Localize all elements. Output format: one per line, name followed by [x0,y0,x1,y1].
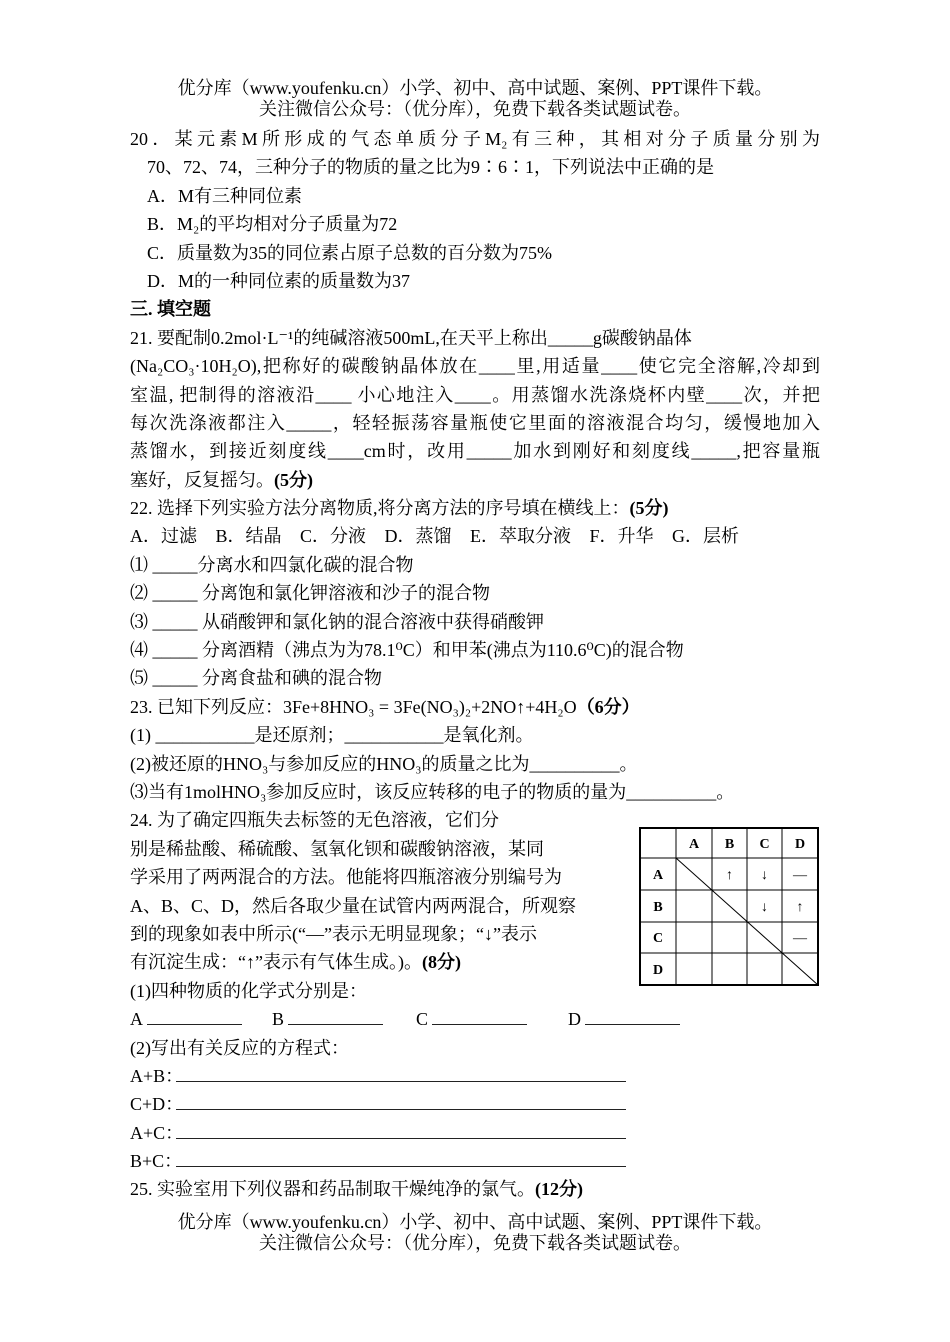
q24-equation-3 [130,1119,820,1147]
header-line-2: 关注微信公众号：（优分库），免费下载各类试题试卷。 [259,98,691,119]
equation-label: C+D： [130,1094,184,1115]
equation-blank [176,1067,626,1082]
q24-equation-1 [130,1062,820,1090]
equation-blank [176,1095,626,1110]
equation-label: A+C： [130,1122,184,1143]
q22-score: (5分) [629,498,669,519]
q24-line-4: A、B、C、D，然后各取少量在试管内两两混合，所观察 [130,895,577,916]
q24-part-2: (2)写出有关反应的方程式： [130,1037,349,1058]
answer-label: A [130,1009,143,1030]
equation-blank [176,1124,626,1139]
q24-line-1: 24. 为了确定四瓶失去标签的无色溶液，它们分 [130,810,499,831]
header-line-1: 优分库（www.youfenku.cn）小学、初中、高中试题、案例、PPT课件下载。 [177,78,773,98]
q23-title: 23. 已知下列反应：3Fe+8HNO₃ = 3Fe(NO₃)₂+2NO↑+4H₂O [130,696,577,717]
q20-option-d: D．M的一种同位素的质量数为37 [147,270,411,291]
q22-item-4: ⑷ _____ 分离酒精（沸点为为78.1⁰C）和甲苯(沸点为110.6⁰C)的混合物 [130,640,684,661]
q21-line-3: 室温, 把制得的溶液沿____ 小心地注入____。用蒸馏水洗涤烧杯内壁____次，并把 [130,384,820,405]
q24-answer-b [272,1005,383,1033]
table-col-header-b: B [724,837,735,852]
table-cell-b-c: ↓ [761,900,768,915]
exam-content [130,125,820,1204]
q24-answer-c [416,1005,527,1033]
answer-blank [585,1010,680,1025]
q24-line-3: 学采用了两两混合的方法。他能将四瓶溶液分别编号为 [130,867,562,888]
answer-label: D [568,1009,581,1030]
q23-item-1: (1) ___________是还原剂；___________是氧化剂。 [130,725,534,746]
table-col-header-c: C [759,837,770,852]
table-row-label-c: C [652,931,664,946]
table-row-label-d: D [652,963,664,978]
footer-line-2: 关注微信公众号：（优分库），免费下载各类试题试卷。 [259,1232,691,1253]
q25-line [130,1175,820,1203]
equation-label: B+C： [130,1151,183,1172]
table-cell-a-b: ↑ [726,868,733,883]
q24-answer-d [568,1005,680,1033]
q20-option-b: B．M₂的平均相对分子质量为72 [147,214,398,235]
q21-line-4: 每次洗涤液都注入_____，轻轻振荡容量瓶使它里面的溶液混合均匀，缓慢地加入 [130,412,820,433]
q22-item-1: ⑴ _____分离水和四氯化碳的混合物 [130,554,414,575]
q24-equation-2 [130,1090,820,1118]
table-cell-b-d: ↑ [796,900,804,915]
q24-equation-4 [130,1147,820,1175]
q25-text: 25. 实验室用下列仪器和药品制取干燥纯净的氯气。 [130,1179,535,1200]
q23-title-line [130,693,820,721]
answer-label: C [416,1009,429,1030]
q21-line-5: 蒸馏水，到接近刻度线____cm时，改用_____加水到刚好和刻度线_____,把容量瓶 [130,441,820,462]
q20-stem-line-2: 70、72、74，三种分子的物质的量之比为9∶6∶1，下列说法中正确的是 [147,157,714,178]
answer-blank [432,1010,527,1025]
q20-stem-line-1: 20．某元素M所形成的气态单质分子M₂有三种，其相对分子质量分别为 [130,129,820,149]
q25-score: (12分) [535,1179,583,1200]
equation-label: A+B： [130,1065,184,1086]
q23-item-2: (2)被还原的HNO₃与参加反应的HNO₃的质量之比为__________。 [130,753,638,774]
q21-line-1: 21. 要配制0.2mol·L⁻¹的纯碱溶液500mL,在天平上称出_____g碳酸钠晶体 [130,327,692,348]
q22-methods: A．过滤 B．结晶 C．分液 D．蒸馏 E．萃取分液 F．升华 G．层析 [130,526,740,547]
footer-line-1: 优分库（www.youfenku.cn）小学、初中、高中试题、案例、PPT课件下载。 [177,1212,773,1232]
table-cell-a-c: ↓ [761,868,768,883]
answer-label: B [272,1009,285,1030]
q24-answer-row [130,1005,820,1033]
table-cell-c-d: — [793,931,807,946]
observation-table [639,827,819,987]
q23-score: （6分） [576,696,640,717]
table-row-label-a: A [652,868,664,883]
q24-line-5: 到的现象如表中所示(“—”表示无明显现象；“↓”表示 [130,923,537,944]
answer-blank [288,1010,383,1025]
q24-score: (8分) [421,952,461,973]
q22-item-3: ⑶ _____ 从硝酸钾和氯化钠的混合溶液中获得硝酸钾 [130,611,544,632]
equation-blank [176,1152,626,1167]
q24-part-1: (1)四种物质的化学式分别是： [130,980,367,1001]
table-col-header-d: D [794,837,806,852]
q24-answer-a [130,1005,242,1033]
q24-line-2: 别是稀盐酸、稀硫酸、氢氧化钡和碳酸钠溶液，某同 [130,838,544,859]
q20-option-a: A．M有三种同位素 [147,185,303,206]
q22-title-line [130,494,820,522]
section-title: 三. 填空题 [130,299,211,320]
page-footer [130,1212,820,1253]
table-row-label-b: B [653,900,663,915]
table-col-header-a: A [688,837,700,852]
q22-item-2: ⑵ _____ 分离饱和氯化钾溶液和沙子的混合物 [130,583,490,604]
answer-blank [147,1010,242,1025]
q21-score: (5分) [274,469,313,490]
q21-line-6-text: 塞好，反复摇匀。 [130,469,274,490]
page-header [130,78,820,119]
q21-line-2: (Na₂CO₃·10H₂O),把称好的碳酸钠晶体放在____里,用适量____使它完全溶解,冷却到 [130,356,820,377]
q22-title: 22. 选择下列实验方法分离物质,将分离方法的序号填在横线上： [130,498,630,519]
q21-line-6 [130,466,820,494]
q23-item-3: ⑶当有1molHNO₃参加反应时，该反应转移的电子的物质的量为__________。 [130,781,735,802]
q20-option-c: C．质量数为35的同位素占原子总数的百分数为75% [147,242,552,263]
q22-item-5: ⑸ _____ 分离食盐和碘的混合物 [130,668,382,689]
table-cell-a-d: — [793,868,807,883]
q24-line-6-text: 有沉淀生成：“↑”表示有气体生成。)。 [130,952,422,973]
